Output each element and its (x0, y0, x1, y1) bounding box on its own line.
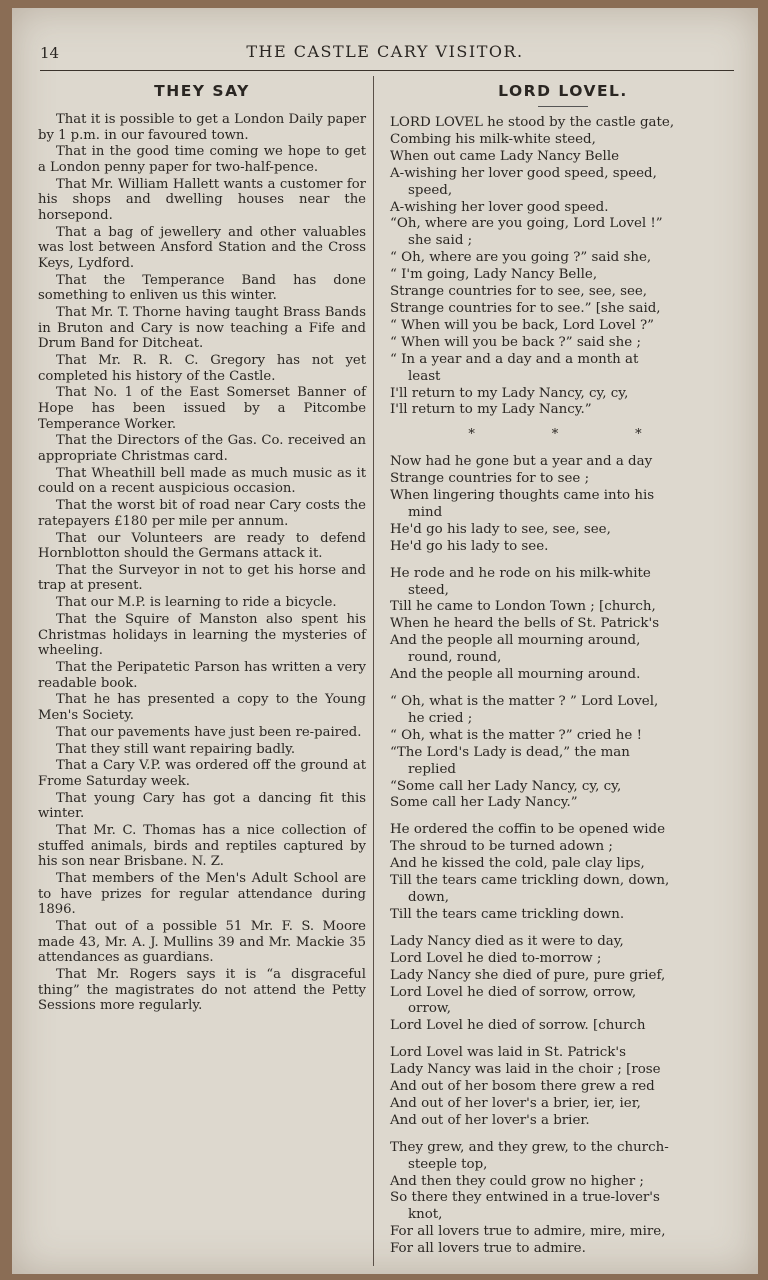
they-say-item: That out of a possible 51 Mr. F. S. Moore made 43, Mr. A. J. Mullins 39 and Mr. Mackie 35 attendances as guardians. (38, 919, 366, 966)
ballad-line: “Oh, where are you going, Lord Lovel !” (390, 216, 663, 232)
ballad-text (390, 115, 736, 1258)
column-divider (373, 76, 374, 1266)
ballad-line: And then they could grow no higher ; (390, 1173, 644, 1189)
ballad-line: “ I'm going, Lady Nancy Belle, (390, 267, 598, 283)
ballad-line: And out of her lover's a brier. (390, 1112, 590, 1128)
ballad-line: And out of her bosom there grew a red (390, 1079, 655, 1095)
ballad-line: Till he came to London Town ; [church, (390, 599, 656, 615)
ballad-line: “The Lord's Lady is dead,” the man (390, 744, 630, 760)
they-say-item: That Mr. William Hallett wants a customer for his shops and dwelling houses near the horsepond. (38, 176, 366, 223)
ballad-line: Lord Lovel he died to-morrow ; (390, 950, 602, 966)
ballad-line: They grew, and they grew, to the church- (390, 1139, 669, 1155)
ballad-line: down, (408, 889, 449, 905)
they-say-item: That our pavements have just been re-paired. (56, 724, 362, 740)
they-say-item: That Wheathill bell made as much music as it could on a recent auspicious occasion. (38, 465, 366, 497)
ballad-line: I'll return to my Lady Nancy.” (390, 402, 592, 418)
they-say-item: That young Cary has got a dancing fit this winter. (38, 790, 366, 822)
ballad-line: round, round, (408, 650, 502, 666)
ballad-line: For all lovers true to admire, mire, mire, (390, 1224, 666, 1240)
ballad-line: A-wishing her lover good speed, speed, (390, 165, 657, 181)
they-say-item: That our M.P. is learning to ride a bicycle. (56, 595, 337, 611)
ballad-line: Till the tears came trickling down. (390, 906, 625, 922)
page (12, 8, 758, 1274)
they-say-item: That Mr. Rogers says it is “a disgraceful thing” the magistrates do not attend the Petty Sessions more regularly. (38, 966, 366, 1014)
ballad-line: A-wishing her lover good speed. (390, 199, 609, 215)
ballad-line: “ When will you be back, Lord Lovel ?” (390, 317, 654, 333)
they-say-item: That they still want repairing badly. (56, 741, 296, 757)
ballad-line: Some call her Lady Nancy.” (390, 795, 578, 811)
star-ornament: * (635, 427, 642, 443)
star-ornament: * (551, 427, 559, 443)
header-rule (40, 70, 734, 71)
ballad-line: He'd go his lady to see. (390, 538, 549, 554)
ballad-stanza (390, 822, 736, 923)
ballad-line: I'll return to my Lady Nancy, cy, cy, (390, 385, 629, 401)
they-say-item: That he has presented a copy to the Young Men's Society. (38, 692, 366, 723)
ballad-stanza (390, 115, 736, 419)
ballad-line: And out of her lover's a brier, ier, ier, (390, 1095, 641, 1111)
ballad-line: He ordered the coffin to be opened wide (390, 822, 666, 838)
ballad-line: orrow, (408, 1001, 452, 1017)
ballad-line: Lord Lovel was laid in St. Patrick's (390, 1045, 626, 1061)
ballad-line: The shroud to be turned adown ; (390, 839, 613, 855)
page-number: 14 (40, 44, 60, 62)
they-say-item: That it is possible to get a London Daily paper by 1 p.m. in our favoured town. (38, 112, 366, 143)
ballad-line: “ In a year and a day and a month at (390, 351, 639, 367)
ballad-line: knot, (408, 1207, 443, 1223)
section-break-stars (430, 427, 680, 444)
ballad-line: And he kissed the cold, pale clay lips, (390, 856, 645, 872)
ballad-line: “ Oh, what is the matter ? ” Lord Lovel, (390, 694, 659, 709)
they-say-item: That No. 1 of the East Somerset Banner of Hope has been issued by a Pitcombe Temperance Worker. (38, 385, 366, 432)
ballad-line: “ Oh, where are you going ?” said she, (390, 250, 652, 266)
they-say-item: That a bag of jewellery and other valuables was lost between Ansford Station and the Cross Keys, Lydford. (38, 224, 366, 271)
ballad-line: “Some call her Lady Nancy, cy, cy, (390, 778, 622, 794)
they-say-column (38, 80, 366, 1015)
lord-lovel-column (390, 80, 736, 1268)
ballad-line: LORD LOVEL he stood by the castle gate, (390, 115, 675, 130)
running-title: THE CASTLE CARY VISITOR. (246, 42, 524, 61)
ballad-line: he cried ; (408, 710, 473, 726)
they-say-item: That the Peripatetic Parson has written a very readable book. (38, 660, 366, 691)
ballad-line: Lady Nancy she died of pure, pure grief, (390, 967, 666, 983)
they-say-item: That the Directors of the Gas. Co. received an appropriate Christmas card. (38, 433, 366, 464)
they-say-item: That Mr. R. R. C. Gregory has not yet completed his history of the Castle. (38, 353, 366, 384)
ballad-line: Lord Lovel he died of sorrow. [church (390, 1018, 646, 1034)
ballad-line: When he heard the bells of St. Patrick's (390, 616, 660, 632)
ballad-line: Strange countries for to see, see, see, (390, 284, 648, 300)
ballad-stanza (390, 566, 736, 684)
they-say-heading: THEY SAY (154, 82, 250, 100)
they-say-item: That a Cary V.P. was ordered off the ground at Frome Saturday week. (38, 758, 366, 789)
they-say-item: That the Temperance Band has done something to enliven us this winter. (38, 272, 366, 304)
they-say-item: That the worst bit of road near Cary costs the ratepayers £180 per mile per annum. (38, 498, 366, 529)
ballad-line: Lady Nancy died as it were to day, (390, 933, 624, 949)
ballad-line: replied (408, 761, 456, 777)
ballad-stanza (390, 1140, 736, 1258)
ballad-line: Strange countries for to see ; (390, 471, 590, 487)
ballad-stanza (390, 694, 736, 812)
ballad-line: Till the tears came trickling down, down, (390, 873, 670, 889)
ballad-line: “ Oh, what is the matter ?” cried he ! (390, 727, 642, 743)
ballad-line: mind (408, 504, 443, 520)
ballad-line: He rode and he rode on his milk-white (390, 565, 651, 581)
they-say-item: That the Surveyor in not to get his horse and trap at present. (38, 562, 366, 594)
they-say-item: That Mr. T. Thorne having taught Brass Bands in Bruton and Cary is now teaching a Fife and Drum Band for Ditcheat. (38, 305, 366, 352)
ballad-line: When lingering thoughts came into his (390, 488, 655, 504)
ballad-line: For all lovers true to admire. (390, 1241, 586, 1257)
they-say-item: That the Squire of Manston also spent his Christmas holidays in learning the mysteries of wheeling. (38, 612, 366, 659)
they-say-item: That Mr. C. Thomas has a nice collection of stuffed animals, birds and reptiles captured by his son near Brisbane. N. Z. (38, 823, 366, 870)
ballad-line: Now had he gone but a year and a day (390, 454, 653, 470)
ballad-line: least (408, 368, 441, 384)
heading-rule (538, 106, 588, 107)
ballad-stanza (390, 934, 736, 1035)
ballad-line: So there they entwined in a true-lover's (390, 1190, 660, 1206)
ballad-line: Lady Nancy was laid in the choir ; [rose (390, 1062, 661, 1078)
ballad-line: steeple top, (408, 1156, 488, 1172)
ballad-line: Strange countries for to see.” [she said, (390, 300, 661, 316)
they-say-item: That our Volunteers are ready to defend Hornblotton should the Germans attack it. (38, 530, 366, 562)
they-say-item: That members of the Men's Adult School are to have prizes for regular attendance during 1896. (38, 871, 366, 918)
they-say-list (38, 112, 366, 1014)
ballad-line: steed, (408, 582, 449, 598)
they-say-item: That in the good time coming we hope to get a London penny paper for two-half-pence. (38, 144, 366, 175)
lord-lovel-heading: LORD LOVEL. (498, 82, 628, 100)
ballad-line: “ When will you be back ?” said she ; (390, 334, 641, 350)
ballad-stanza (390, 1045, 736, 1130)
ballad-line: Lord Lovel he died of sorrow, orrow, (390, 984, 637, 1000)
page-header (12, 38, 758, 68)
ballad-line: speed, (408, 182, 453, 198)
ballad-line: And the people all mourning around, (390, 633, 641, 649)
ballad-line: Combing his milk-white steed, (390, 131, 596, 147)
ballad-line: And the people all mourning around. (390, 667, 641, 683)
ballad-line: When out came Lady Nancy Belle (390, 148, 620, 164)
ballad-line: she said ; (408, 233, 473, 249)
star-ornament: * (468, 427, 475, 443)
ballad-line: He'd go his lady to see, see, see, (390, 521, 611, 537)
ballad-stanza (390, 454, 736, 555)
